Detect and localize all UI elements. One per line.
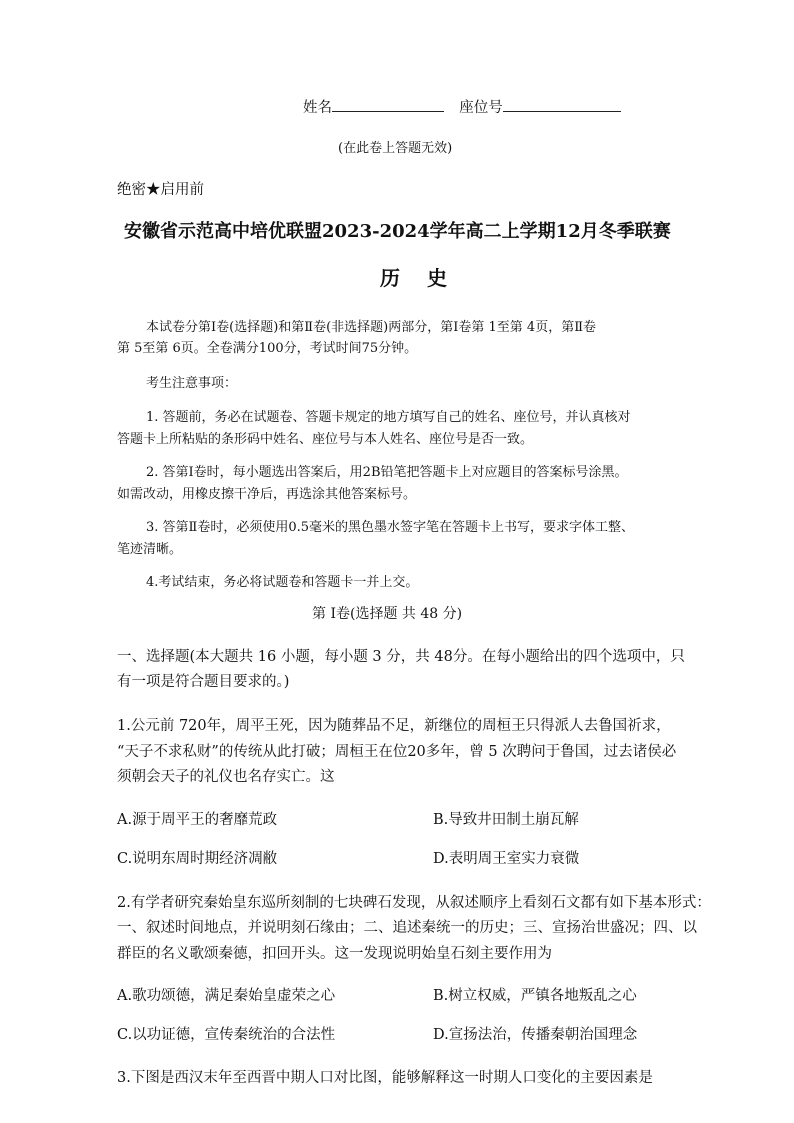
note-3-line-2: 笔迹清晰。 [117, 542, 183, 557]
q1-line-2: “天子不求私财”的传统从此打破；周桓王在位20多年，曾 5 次聘问于鲁国，过去诸侯必 [117, 744, 677, 760]
note-1-line-1: 1. 答题前，务必在试题卷、答题卡规定的地方填写自己的姓名、座位号，并认真核对 [146, 410, 631, 425]
q2-option-a: A.歌功颂德，满足秦始皇虚荣之心 [117, 988, 336, 1004]
q2-option-c: C.以功证德，宣传秦统治的合法性 [117, 1027, 336, 1043]
q1-line-1: 1.公元前 720年，周平王死，因为随葬品不足，新继位的周桓王只得派人去鲁国祈求， [117, 718, 671, 734]
part-instruction-line-2: 有一项是符合题目要求的。) [117, 674, 290, 690]
invalid-notice: (在此卷上答题无效) [338, 141, 453, 156]
q2-option-d: D.宣扬法治，传播秦朝治国理念 [433, 1027, 638, 1043]
note-3-line-1: 3. 答第Ⅱ卷时，必须使用0.5毫米的黑色墨水签字笔在答题卡上书写，要求字体工整、 [146, 520, 635, 535]
exam-title: 安徽省示范高中培优联盟2023-2024学年高二上学期12月冬季联赛 [124, 221, 671, 242]
subject-title: 历 史 [380, 266, 457, 290]
section-heading: 第 Ⅰ卷(选择题 共 48 分) [312, 606, 463, 622]
q2-line-2: 一、叙述时间地点，并说明刻石缘由；二、追述秦统一的历史；三、宣扬治世盛况；四、以 [117, 920, 697, 936]
intro-line-2: 第 5至第 6页。全卷满分100分，考试时间75分钟。 [117, 341, 418, 356]
note-4: 4.考试结束，务必将试题卷和答题卡一并上交。 [146, 575, 419, 590]
q2-line-1: 2.有学者研究秦始皇东巡所刻制的七块碑石发现，从叙述顺序上看刻石文都有如下基本形式： [117, 895, 711, 911]
note-1-line-2: 答题卡上所粘贴的条形码中姓名、座位号与本人姓名、座位号是否一致。 [117, 432, 534, 447]
name-label: 姓名 [303, 100, 332, 116]
q2-option-b: B.树立权威，严镇各地叛乱之心 [433, 988, 637, 1004]
intro-line-1: 本试卷分第Ⅰ卷(选择题)和第Ⅱ卷(非选择题)两部分，第Ⅰ卷第 1至第 4页，第Ⅱ卷 [146, 320, 597, 335]
q1-line-3: 须朝会天子的礼仪也名存实亡。这 [117, 769, 335, 785]
notes-heading: 考生注意事项： [146, 376, 238, 391]
name-seat-line [303, 96, 621, 117]
note-2-line-2: 如需改动，用橡皮擦干净后，再选涂其他答案标号。 [117, 487, 417, 502]
secret-mark: 绝密★启用前 [117, 182, 204, 198]
note-2-line-1: 2. 答第Ⅰ卷时，每小题选出答案后，用2B铅笔把答题卡上对应题目的答案标号涂黑。 [146, 465, 628, 480]
q3-line-1: 3.下图是西汉末年至西晋中期人口对比图，能够解释这一时期人口变化的主要因素是 [117, 1070, 653, 1086]
part-instruction-line-1: 一、选择题(本大题共 16 小题，每小题 3 分，共 48分。在每小题给出的四个选项中，只 [117, 649, 685, 665]
name-blank [332, 97, 444, 112]
q2-line-3: 群臣的名义歌颂秦德，扣回开头。这一发现说明始皇石刻主要作用为 [117, 946, 552, 962]
q1-option-a: A.源于周平王的奢靡荒政 [117, 812, 278, 828]
q1-option-c: C.说明东周时期经济凋敝 [117, 851, 278, 867]
q1-option-d: D.表明周王室实力衰微 [433, 851, 580, 867]
seat-blank [503, 97, 621, 112]
q1-option-b: B.导致井田制土崩瓦解 [433, 812, 579, 828]
seat-label: 座位号 [459, 100, 503, 116]
